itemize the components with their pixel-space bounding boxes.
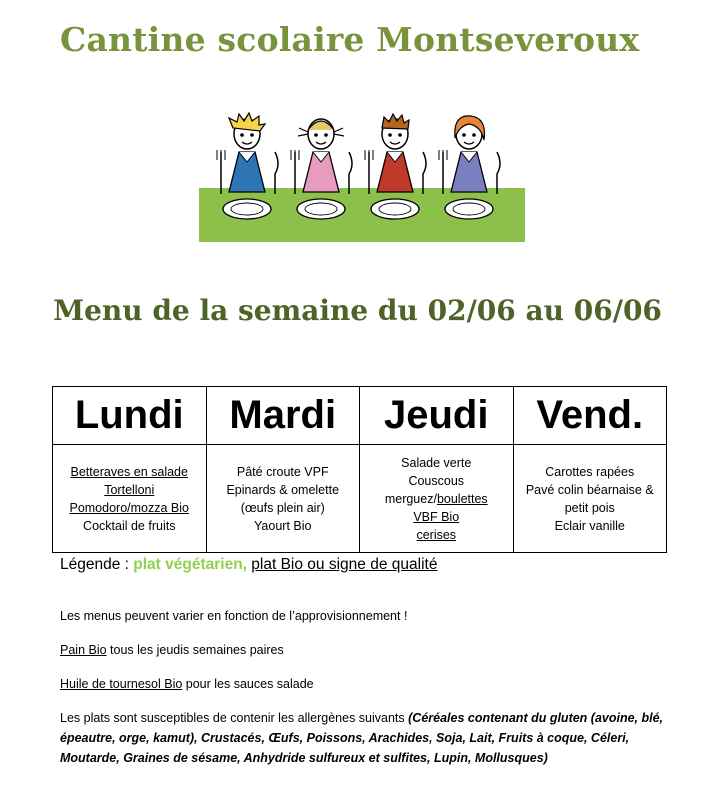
menu-item: Cocktail de fruits	[83, 518, 176, 533]
menu-item-line	[364, 490, 509, 508]
menu-item: Epinards & omelette	[226, 482, 340, 497]
menu-item: Eclair vanille	[554, 518, 625, 533]
children-at-table-illustration	[199, 112, 525, 242]
menu-item: cerises	[416, 527, 457, 542]
day-header-monday: Lundi	[53, 387, 207, 445]
menu-item: boulettes	[436, 491, 488, 506]
child-3	[365, 114, 426, 194]
oil-text: pour les sauces salade	[182, 677, 314, 691]
menu-cell-monday	[53, 445, 207, 553]
menu-item: Couscous	[408, 473, 465, 488]
menu-item: Pâté croute VPF	[236, 464, 329, 479]
day-header-tuesday: Mardi	[206, 387, 360, 445]
menu-item: Yaourt Bio	[254, 518, 312, 533]
child-1	[217, 113, 278, 194]
menu-item: Carottes rapées	[545, 464, 635, 479]
menu-cell-thursday	[360, 445, 514, 553]
child-2	[291, 119, 352, 194]
menu-item: Pavé colin béarnaise &	[525, 482, 654, 497]
oil-note	[60, 674, 670, 694]
bread-note	[60, 640, 670, 660]
bread-text: tous les jeudis semaines paires	[106, 643, 284, 657]
day-header-thursday: Jeudi	[360, 387, 514, 445]
allergens-intro: Les plats sont susceptibles de contenir les allergènes suivants	[60, 711, 409, 725]
child-4	[439, 116, 500, 194]
oil-highlight: Huile de tournesol Bio	[60, 677, 183, 691]
page-title: Cantine scolaire Montseveroux	[60, 20, 640, 59]
menu-cell-tuesday	[206, 445, 360, 553]
menu-item: merguez/	[384, 491, 437, 506]
allergens-list: (Céréales contenant du gluten (avoine, blé, épeautre, orge, kamut), Crustacés, Œufs, Poissons, Arachides, Soja, Lait, Fruits à coque, Céleri, Moutarde, Graines de sésame, Anhydride sulfureux et sulfites, Lupin, Mollusques)	[60, 711, 664, 765]
day-header-row	[53, 387, 667, 445]
menu-item: Tortelloni	[104, 482, 155, 497]
day-header-friday: Vend.	[513, 387, 667, 445]
allergens-note	[60, 708, 670, 768]
menu-table	[52, 386, 667, 553]
week-title: Menu de la semaine du 02/06 au 06/06	[53, 294, 662, 327]
menu-item: Betteraves en salade	[70, 464, 188, 479]
legend	[60, 556, 437, 574]
menu-item: petit pois	[564, 500, 615, 515]
menu-item: VBF Bio	[413, 509, 460, 524]
menu-row	[53, 445, 667, 553]
menu-cell-friday	[513, 445, 667, 553]
legend-bio: plat Bio ou signe de qualité	[251, 556, 438, 573]
legend-label: Légende :	[60, 556, 134, 573]
menu-item: (œufs plein air)	[240, 500, 325, 515]
supply-note: Les menus peuvent varier en fonction de l’approvisionnement !	[60, 609, 408, 623]
legend-vegetarian: plat végétarien,	[133, 556, 247, 573]
menu-item: Salade verte	[401, 455, 472, 470]
menu-item: Pomodoro/mozza Bio	[69, 500, 189, 515]
bread-highlight: Pain Bio	[60, 643, 107, 657]
